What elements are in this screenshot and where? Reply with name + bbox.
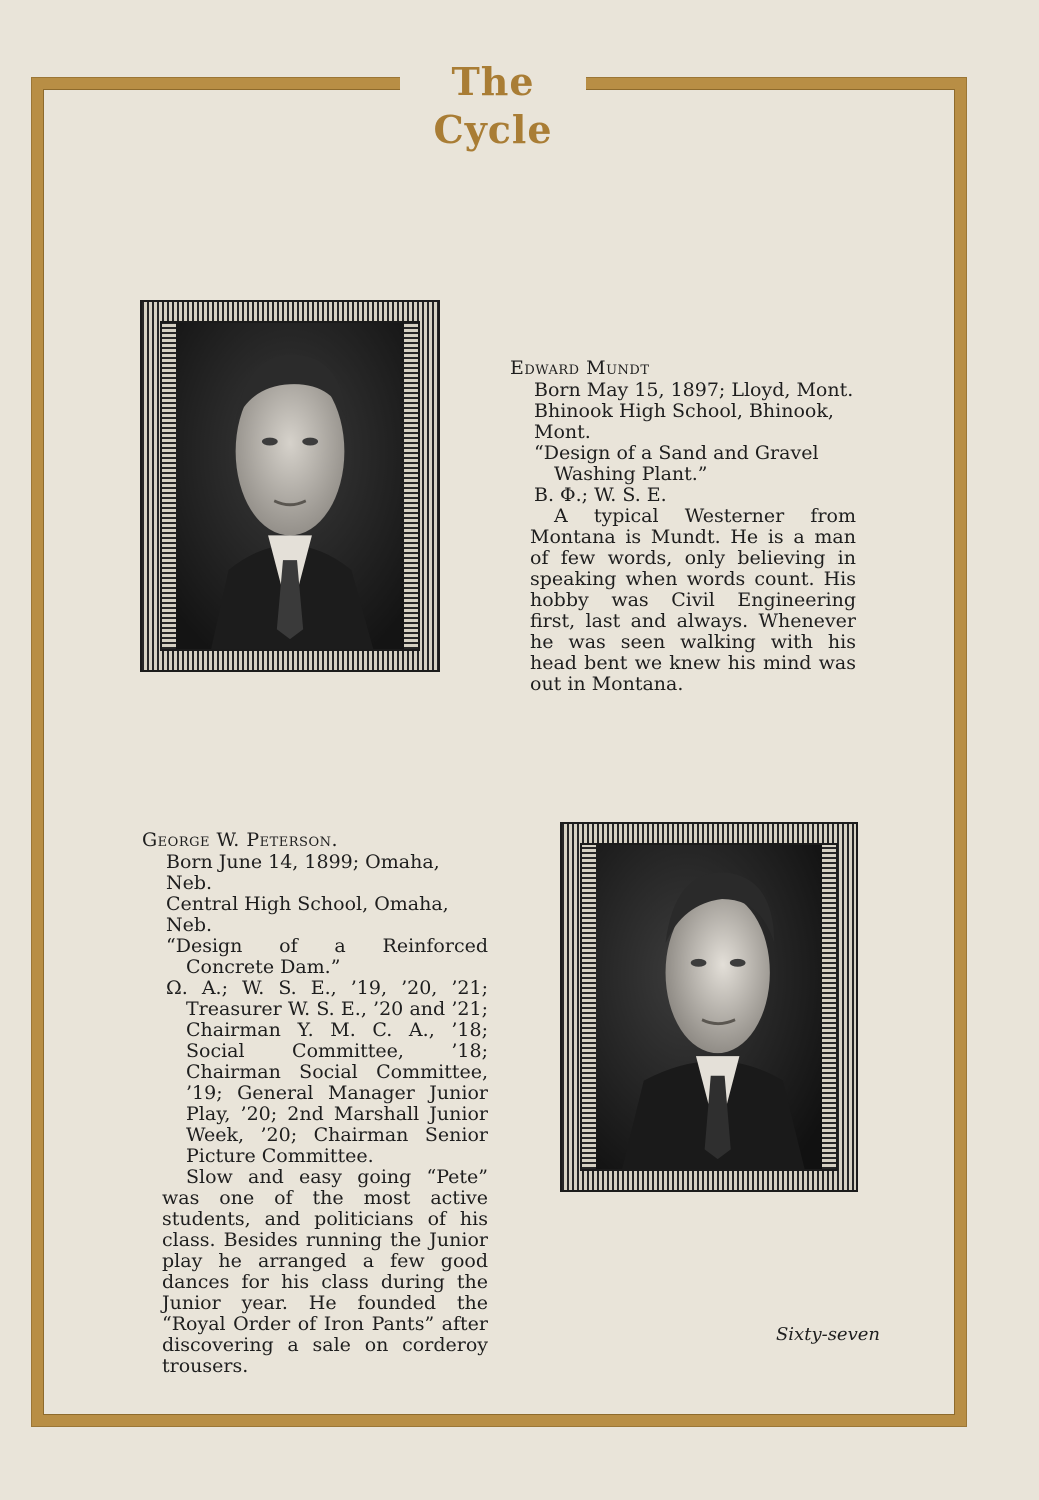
- description: Slow and easy going “Pete” was one of the most active students, and politicians of his class. Besides running the Junior play he arranged a few good dances for his class during the Junior year. He founded the “Royal Order of Iron Pants” after discovering a sale on corderoy trousers.: [162, 1166, 488, 1377]
- societies: Ω. Α.; W. S. E., ’19, ’20, ’21; Treasurer W. S. E., ’20 and ’21; Chairman Y. M. C. A., ’18; Social Committee, ’18; Chairman Social Committee, ’19; General Manager Junior Play, ’20; 2nd Marshall Junior Week, ’20; Chairman Senior Picture Committee.: [166, 977, 488, 1167]
- school-info: Central High School, Omaha, Neb.: [166, 893, 449, 936]
- description: A typical Westerner from Montana is Mundt. He is a man of few words, only believing in speaking when words count. His hobby was Civil Engineering first, last and always. Whenever he was seen walking with his head bent we knew his mind was out in Montana.: [530, 505, 856, 695]
- school-info: Bhinook High School, Bhinook, Mont.: [534, 400, 834, 443]
- portrait-frame-peterson: [560, 822, 858, 1192]
- page-title: The Cycle: [433, 59, 553, 152]
- person-name: George W. Peterson.: [142, 829, 339, 851]
- societies: B. Φ.; W. S. E.: [534, 484, 667, 506]
- header: [400, 58, 586, 152]
- bio-mundt: [510, 358, 856, 695]
- page-number: Sixty-seven: [775, 1324, 880, 1345]
- birth-info: Born June 14, 1899; Omaha, Neb.: [166, 851, 440, 894]
- bio-peterson: [142, 830, 488, 1377]
- portrait-frame-mundt: [140, 300, 440, 672]
- portrait-photo-mundt: [176, 323, 404, 649]
- person-name: Edward Mundt: [510, 357, 650, 379]
- birth-info: Born May 15, 1897; Lloyd, Mont.: [534, 379, 854, 401]
- thesis-title: “Design of a Reinforced Concrete Dam.”: [166, 935, 488, 978]
- portrait-photo-peterson: [596, 845, 822, 1169]
- thesis-title: “Design of a Sand and Gravel Washing Plant.”: [534, 442, 819, 485]
